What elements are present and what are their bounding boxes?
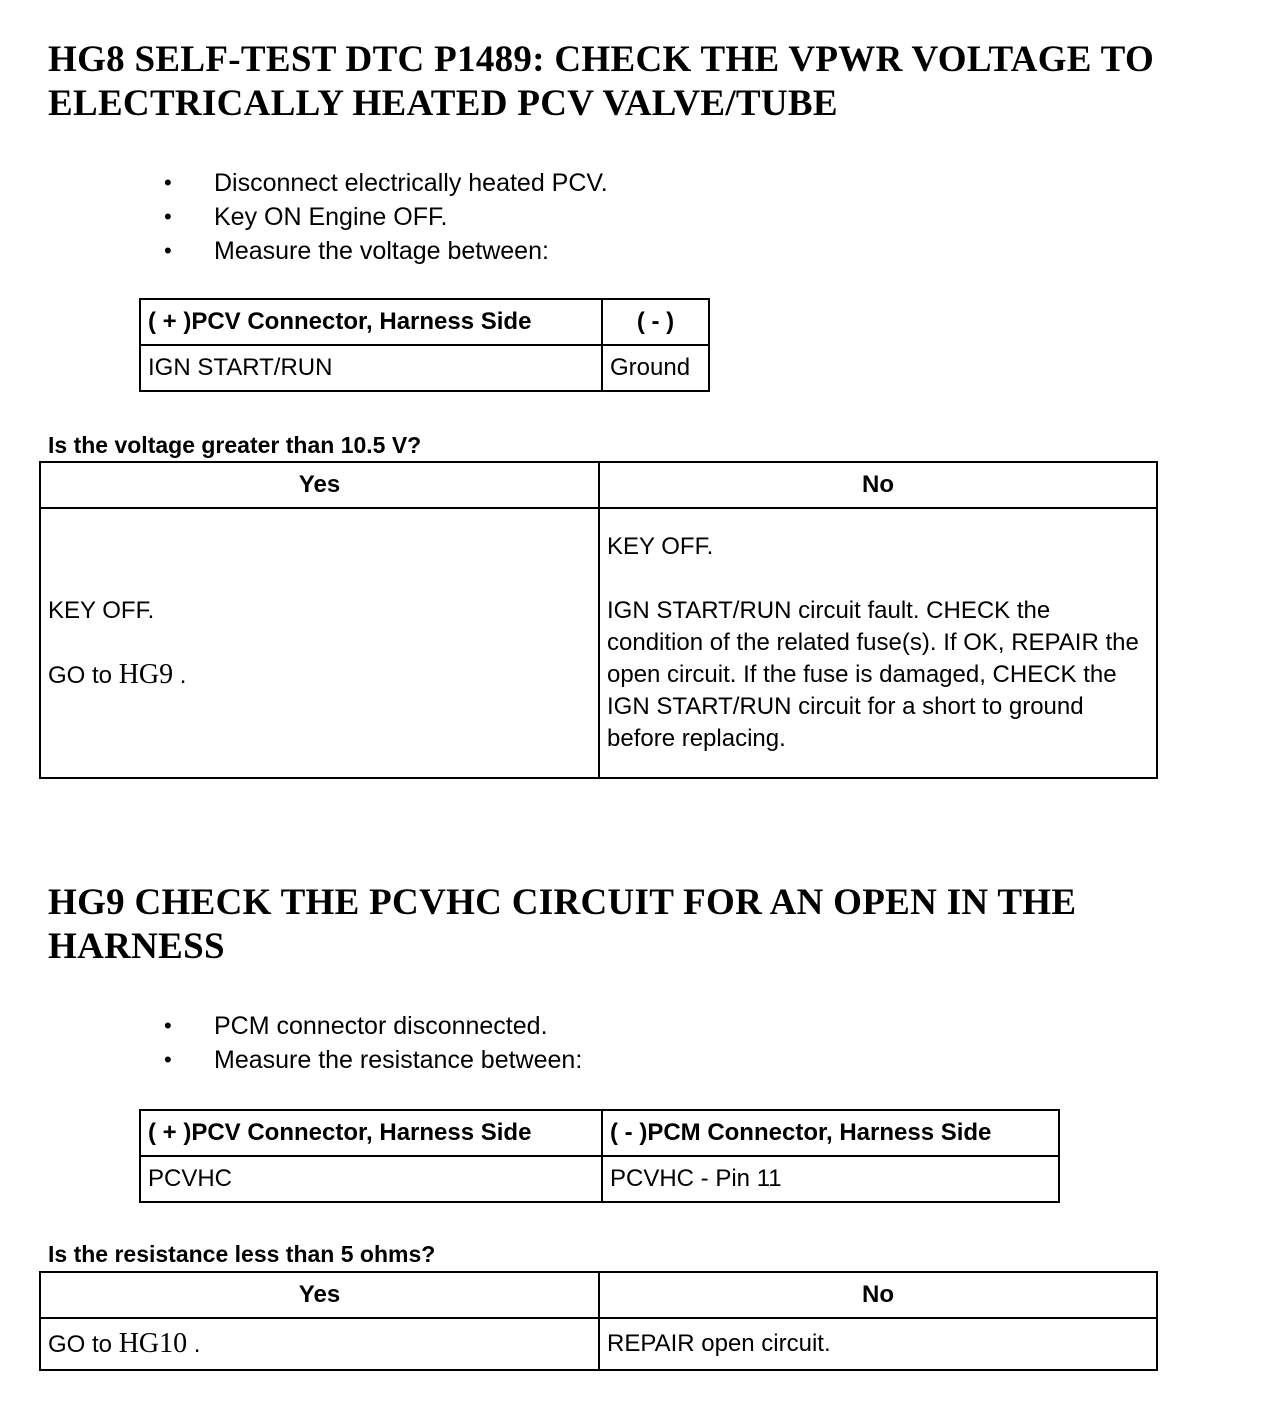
- hg8-step: • Measure the voltage between:: [150, 234, 608, 268]
- hg9-steps: [150, 1009, 582, 1077]
- hg8-goto-link[interactable]: HG9: [118, 658, 174, 690]
- hg8-measure-col1-header: ( + )PCV Connector, Harness Side: [140, 299, 602, 345]
- hg8-measure-col2-header: ( - ): [602, 299, 709, 345]
- hg9-goto-link[interactable]: HG10: [118, 1327, 188, 1359]
- hg8-title-line2: ELECTRICALLY HEATED PCV VALVE/TUBE: [48, 83, 838, 124]
- hg9-measure-col2-value: PCVHC - Pin 11: [602, 1156, 1059, 1202]
- hg9-title-line1: HG9 CHECK THE PCVHC CIRCUIT FOR AN OPEN IN THE: [48, 882, 1077, 923]
- hg8-steps: [150, 166, 608, 268]
- hg9-yes-header: Yes: [40, 1272, 599, 1318]
- hg9-measure-table: [139, 1109, 1060, 1203]
- hg8-step: • Key ON Engine OFF.: [150, 200, 608, 234]
- hg9-no-line1: REPAIR open circuit.: [607, 1330, 831, 1357]
- hg9-no-header: No: [599, 1272, 1157, 1318]
- hg9-yes-cell: [40, 1318, 599, 1370]
- hg8-yes-cell: [40, 508, 599, 778]
- hg8-yes-header: Yes: [40, 462, 599, 508]
- hg8-step: • Disconnect electrically heated PCV.: [150, 166, 608, 200]
- hg9-title-line2: HARNESS: [48, 926, 225, 967]
- hg9-result-table: [39, 1271, 1158, 1371]
- hg8-yes-line1: KEY OFF.: [48, 596, 155, 624]
- hg9-question: Is the resistance less than 5 ohms?: [48, 1241, 436, 1267]
- hg9-no-cell: [599, 1318, 1157, 1370]
- hg8-no-header: No: [599, 462, 1157, 508]
- hg9-measure-col1-header: ( + )PCV Connector, Harness Side: [140, 1110, 602, 1156]
- hg8-title-line1: HG8 SELF-TEST DTC P1489: CHECK THE VPWR VOLTAGE TO: [48, 39, 1155, 80]
- hg8-no-line2: IGN START/RUN circuit fault. CHECK the condition of the related fuse(s). If OK, REPAIR the open circuit. If the fuse is damaged, CHECK the IGN START/RUN circuit for a short to ground before replacing.: [607, 597, 1139, 752]
- hg9-measure-col1-value: PCVHC: [140, 1156, 602, 1202]
- hg8-no-cell: [599, 508, 1157, 778]
- hg8-yes-goto-suffix: .: [173, 661, 187, 689]
- hg8-measure-col1-value: IGN START/RUN: [140, 345, 602, 391]
- hg9-measure-col2-header: ( - )PCM Connector, Harness Side: [602, 1110, 1059, 1156]
- hg8-result-table: [39, 461, 1158, 779]
- hg8-no-line1: KEY OFF.: [607, 533, 714, 560]
- hg8-measure-col2-value: Ground: [602, 345, 709, 391]
- hg8-title: [48, 38, 1154, 126]
- hg9-title: [48, 881, 1076, 969]
- hg9-yes-goto-suffix: .: [187, 1330, 201, 1358]
- hg8-yes-goto-prefix: GO to: [48, 661, 119, 689]
- hg9-step: • Measure the resistance between:: [150, 1043, 582, 1077]
- hg8-question: Is the voltage greater than 10.5 V?: [48, 432, 422, 458]
- hg9-yes-goto-prefix: GO to: [48, 1330, 119, 1358]
- hg8-measure-table: [139, 298, 710, 392]
- hg9-step: • PCM connector disconnected.: [150, 1009, 582, 1043]
